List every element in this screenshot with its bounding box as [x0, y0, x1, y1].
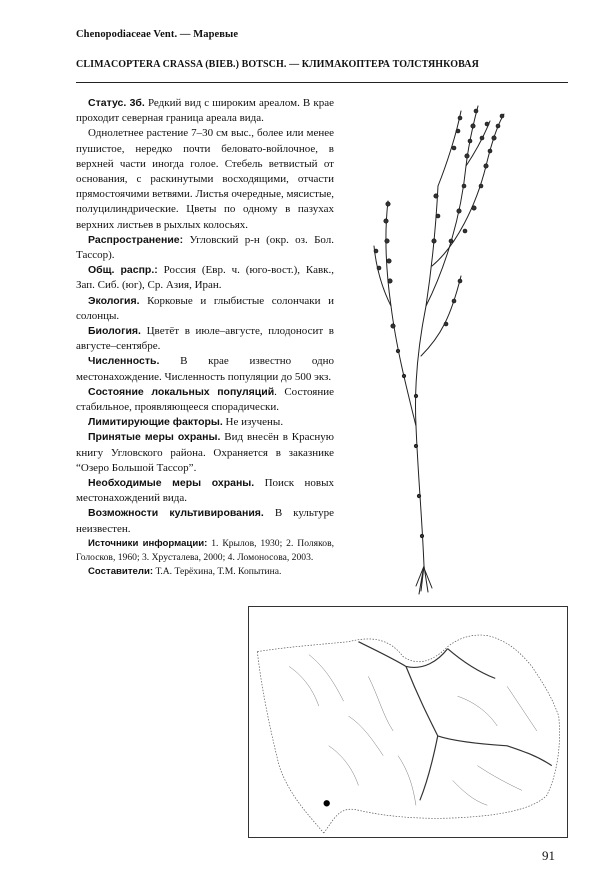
distribution-label: Распространение:	[88, 233, 184, 246]
abundance-label: Численность.	[88, 355, 160, 368]
ecology-paragraph	[76, 294, 334, 324]
authors-paragraph	[76, 565, 334, 579]
limiting-factors-text: Не изучены.	[222, 416, 284, 429]
status-label: Статус. 3б.	[88, 97, 145, 109]
authors-text: Т.А. Терёхина, Т.М. Копытина.	[153, 565, 282, 577]
species-title: CLIMACOPTERA CRASSA (BIEB.) BOTSCH. — КЛИМАКОПТЕРА ТОЛСТЯНКОВАЯ	[76, 59, 479, 70]
cultivation-label: Возможности культивирования.	[88, 507, 264, 520]
biology-text: Цветёт в июле–августе, плодоносит в августе–сентябре.	[76, 325, 334, 353]
authors-label: Составители:	[88, 565, 154, 577]
protection-needed-label: Необходимые меры охраны.	[88, 477, 255, 490]
plant-illustration	[366, 96, 516, 596]
ecology-text: Корковые и глыбистые солончаки и солонцы.	[76, 294, 334, 322]
protection-needed-text: Поиск новых местонахождений вида.	[76, 477, 334, 505]
biology-paragraph	[76, 324, 334, 354]
general-range-label: Общ. распр.:	[88, 264, 158, 277]
limiting-factors-paragraph	[76, 415, 334, 430]
article-body	[76, 96, 334, 579]
abundance-paragraph	[76, 354, 334, 384]
local-populations-label: Состояние локальных популяций	[88, 385, 275, 398]
cultivation-text: В культуре неизвестен.	[76, 507, 334, 535]
ecology-label: Экология.	[88, 294, 140, 307]
status-paragraph	[76, 96, 334, 126]
biology-label: Биология.	[88, 325, 141, 338]
description-paragraph	[76, 126, 334, 232]
general-range-text: Россия (Евр. ч. (юго-вост.), Кавк., Зап. Сиб. (юг), Ср. Азия, Иран.	[76, 264, 335, 292]
local-populations-paragraph	[76, 385, 334, 415]
page-number: 91	[542, 848, 555, 863]
sources-label: Источники информации:	[88, 537, 208, 549]
protection-needed-paragraph	[76, 476, 334, 506]
distribution-text: Угловский р-н (окр. оз. Бол. Тассор).	[76, 233, 334, 262]
distribution-map	[248, 606, 568, 838]
description-text: Однолетнее растение 7–30 см выс., более или менее пушистое, нередко почти беловато-войлочное, в верхней части иногда голое. Стебель ветвистый от основания, с раскинутыми восходящими, отчасти прямостоячими ветвями. Листья очередные, мясистые, полуцилиндрические. Цветы по одному в пазухах верхних листьев в рыхлых колосьях.	[76, 127, 334, 231]
locality-marker	[324, 800, 330, 806]
cultivation-paragraph	[76, 506, 334, 536]
protection-taken-text: Вид внесён в Красную книгу Угловского района. Охраняется в заказнике “Озеро Большой Тассор”.	[76, 431, 334, 474]
protection-taken-label: Принятые меры охраны.	[88, 431, 221, 444]
status-text: Редкий вид с широким ареалом. В крае проходит северная граница ареала вида.	[76, 97, 334, 125]
limiting-factors-label: Лимитирующие факторы.	[88, 416, 223, 429]
sources-text: 1. Крылов, 1930; 2. Поляков, Голосков, 1960; 3. Хрусталева, 2000; 4. Ломоносова, 2003.	[76, 537, 334, 563]
sources-paragraph	[76, 537, 334, 565]
abundance-text: В крае известно одно местонахождение. Численность популяции до 500 экз.	[76, 355, 334, 383]
header-rule	[76, 82, 568, 83]
general-range-paragraph	[76, 263, 334, 293]
local-populations-text: . Состояние стабильное, проявляющееся спорадически.	[76, 385, 334, 414]
chapter-header: Chenopodiaceae Vent. — Маревые	[76, 29, 239, 40]
protection-taken-paragraph	[76, 430, 334, 476]
distribution-paragraph	[76, 233, 334, 263]
